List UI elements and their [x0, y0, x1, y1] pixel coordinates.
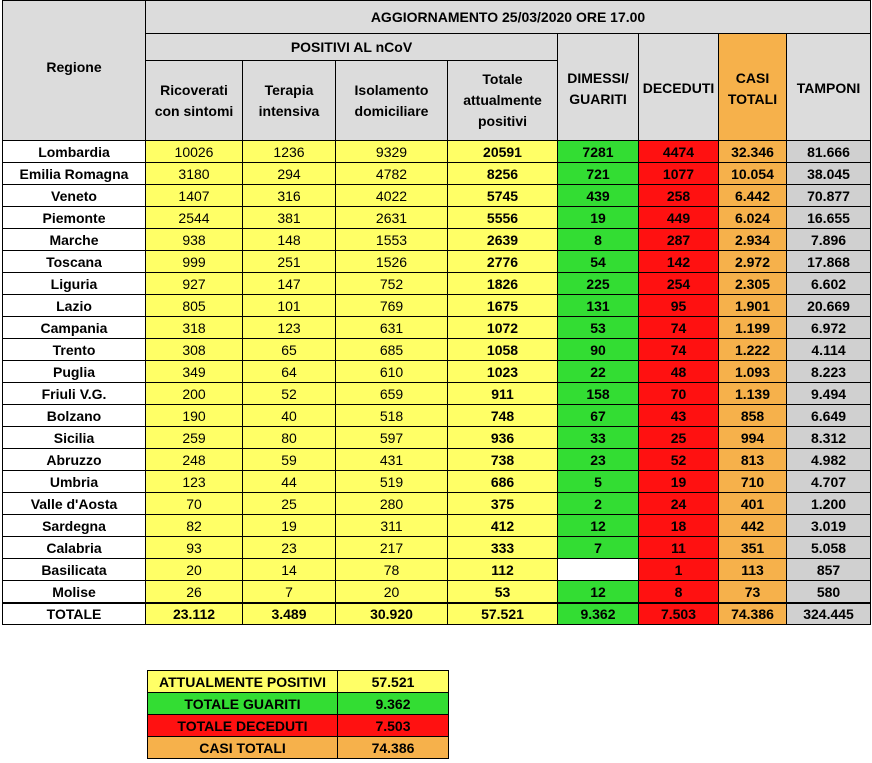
cell-ricoverati: 26	[146, 581, 243, 604]
cell-isolamento: 610	[336, 361, 448, 383]
cell-ricoverati: 190	[146, 405, 243, 427]
total-cell-isolamento: 30.920	[336, 603, 448, 625]
cell-deceduti: 70	[639, 383, 719, 405]
cell-isolamento: 4782	[336, 163, 448, 185]
cell-dimessi: 67	[558, 405, 639, 427]
header-dimessi: DIMESSI/ GUARITI	[558, 34, 639, 141]
cell-regione: Trento	[3, 339, 146, 361]
cell-regione: Lazio	[3, 295, 146, 317]
cell-regione: Liguria	[3, 273, 146, 295]
cell-isolamento: 769	[336, 295, 448, 317]
cell-tamponi: 16.655	[787, 207, 871, 229]
cell-terapia: 80	[243, 427, 336, 449]
cell-tamponi: 70.877	[787, 185, 871, 207]
cell-totale-positivi: 911	[448, 383, 558, 405]
table-row	[3, 515, 871, 537]
cell-isolamento: 9329	[336, 141, 448, 163]
cell-totale-positivi: 5556	[448, 207, 558, 229]
header-terapia: Terapia intensiva	[243, 61, 336, 141]
cell-isolamento: 659	[336, 383, 448, 405]
header-casi-totali: CASI TOTALI	[719, 34, 787, 141]
cell-ricoverati: 259	[146, 427, 243, 449]
cell-tamponi: 8.312	[787, 427, 871, 449]
cell-regione: Valle d'Aosta	[3, 493, 146, 515]
cell-deceduti: 8	[639, 581, 719, 604]
summary-value: 57.521	[338, 671, 449, 693]
cell-regione: Puglia	[3, 361, 146, 383]
table-row	[3, 163, 871, 185]
cell-isolamento: 631	[336, 317, 448, 339]
cell-tamponi: 20.669	[787, 295, 871, 317]
cell-totale-positivi: 53	[448, 581, 558, 604]
total-cell-regione: TOTALE	[3, 603, 146, 625]
cell-isolamento: 20	[336, 581, 448, 604]
cell-casi-totali: 710	[719, 471, 787, 493]
cell-terapia: 14	[243, 559, 336, 581]
cell-terapia: 123	[243, 317, 336, 339]
summary-row	[148, 671, 449, 693]
cell-regione: Molise	[3, 581, 146, 604]
cell-tamponi: 17.868	[787, 251, 871, 273]
table-row	[3, 361, 871, 383]
cell-regione: Campania	[3, 317, 146, 339]
table-row	[3, 383, 871, 405]
cell-isolamento: 518	[336, 405, 448, 427]
cell-dimessi: 225	[558, 273, 639, 295]
cell-tamponi: 4.707	[787, 471, 871, 493]
cell-tamponi: 4.114	[787, 339, 871, 361]
table-body	[3, 141, 871, 625]
table-row	[3, 471, 871, 493]
cell-casi-totali: 1.901	[719, 295, 787, 317]
cell-deceduti: 52	[639, 449, 719, 471]
table-row	[3, 207, 871, 229]
summary-row	[148, 693, 449, 715]
table-row	[3, 493, 871, 515]
table-row	[3, 339, 871, 361]
cell-ricoverati: 248	[146, 449, 243, 471]
cell-tamponi: 857	[787, 559, 871, 581]
cell-totale-positivi: 112	[448, 559, 558, 581]
cell-tamponi: 5.058	[787, 537, 871, 559]
cell-totale-positivi: 2639	[448, 229, 558, 251]
cell-totale-positivi: 748	[448, 405, 558, 427]
cell-terapia: 25	[243, 493, 336, 515]
cell-isolamento: 597	[336, 427, 448, 449]
cell-isolamento: 1526	[336, 251, 448, 273]
cell-ricoverati: 938	[146, 229, 243, 251]
cell-deceduti: 142	[639, 251, 719, 273]
table-row	[3, 559, 871, 581]
cell-regione: Lombardia	[3, 141, 146, 163]
cell-regione: Calabria	[3, 537, 146, 559]
table-row	[3, 405, 871, 427]
total-cell-tamponi: 324.445	[787, 603, 871, 625]
cell-deceduti: 18	[639, 515, 719, 537]
cell-tamponi: 1.200	[787, 493, 871, 515]
cell-casi-totali: 2.934	[719, 229, 787, 251]
cell-casi-totali: 1.139	[719, 383, 787, 405]
cell-deceduti: 287	[639, 229, 719, 251]
cell-dimessi: 90	[558, 339, 639, 361]
summary-value: 74.386	[338, 737, 449, 759]
cell-isolamento: 519	[336, 471, 448, 493]
cell-regione: Sicilia	[3, 427, 146, 449]
totals-row	[3, 603, 871, 625]
cell-deceduti: 11	[639, 537, 719, 559]
cell-casi-totali: 6.442	[719, 185, 787, 207]
cell-deceduti: 4474	[639, 141, 719, 163]
cell-ricoverati: 2544	[146, 207, 243, 229]
table-row	[3, 185, 871, 207]
cell-ricoverati: 200	[146, 383, 243, 405]
cell-isolamento: 2631	[336, 207, 448, 229]
cell-deceduti: 43	[639, 405, 719, 427]
total-cell-dimessi: 9.362	[558, 603, 639, 625]
cell-isolamento: 217	[336, 537, 448, 559]
cell-terapia: 52	[243, 383, 336, 405]
cell-totale-positivi: 20591	[448, 141, 558, 163]
cell-casi-totali: 73	[719, 581, 787, 604]
cell-dimessi	[558, 559, 639, 581]
total-cell-terapia: 3.489	[243, 603, 336, 625]
cell-isolamento: 311	[336, 515, 448, 537]
cell-deceduti: 48	[639, 361, 719, 383]
cell-terapia: 44	[243, 471, 336, 493]
cell-isolamento: 685	[336, 339, 448, 361]
cell-totale-positivi: 333	[448, 537, 558, 559]
cell-terapia: 59	[243, 449, 336, 471]
cell-tamponi: 6.602	[787, 273, 871, 295]
cell-dimessi: 5	[558, 471, 639, 493]
cell-dimessi: 22	[558, 361, 639, 383]
cell-totale-positivi: 1023	[448, 361, 558, 383]
cell-terapia: 316	[243, 185, 336, 207]
cell-casi-totali: 2.972	[719, 251, 787, 273]
cell-regione: Basilicata	[3, 559, 146, 581]
cell-casi-totali: 1.093	[719, 361, 787, 383]
cell-casi-totali: 6.024	[719, 207, 787, 229]
cell-ricoverati: 308	[146, 339, 243, 361]
cell-casi-totali: 401	[719, 493, 787, 515]
page-title: AGGIORNAMENTO 25/03/2020 ORE 17.00	[146, 1, 871, 34]
cell-ricoverati: 10026	[146, 141, 243, 163]
cell-terapia: 147	[243, 273, 336, 295]
cell-casi-totali: 442	[719, 515, 787, 537]
cell-terapia: 148	[243, 229, 336, 251]
cell-regione: Marche	[3, 229, 146, 251]
cell-totale-positivi: 412	[448, 515, 558, 537]
cell-deceduti: 449	[639, 207, 719, 229]
cell-deceduti: 95	[639, 295, 719, 317]
cell-deceduti: 254	[639, 273, 719, 295]
cell-regione: Friuli V.G.	[3, 383, 146, 405]
total-cell-deceduti: 7.503	[639, 603, 719, 625]
cell-tamponi: 9.494	[787, 383, 871, 405]
cell-totale-positivi: 1058	[448, 339, 558, 361]
cell-terapia: 40	[243, 405, 336, 427]
cell-totale-positivi: 738	[448, 449, 558, 471]
cell-dimessi: 54	[558, 251, 639, 273]
cell-tamponi: 580	[787, 581, 871, 604]
cell-ricoverati: 20	[146, 559, 243, 581]
cell-tamponi: 4.982	[787, 449, 871, 471]
header-deceduti: DECEDUTI	[639, 34, 719, 141]
cell-deceduti: 24	[639, 493, 719, 515]
cell-terapia: 294	[243, 163, 336, 185]
cell-isolamento: 78	[336, 559, 448, 581]
cell-ricoverati: 318	[146, 317, 243, 339]
cell-terapia: 101	[243, 295, 336, 317]
cell-isolamento: 280	[336, 493, 448, 515]
table-row	[3, 141, 871, 163]
cell-dimessi: 439	[558, 185, 639, 207]
cell-tamponi: 7.896	[787, 229, 871, 251]
cell-dimessi: 2	[558, 493, 639, 515]
cell-dimessi: 158	[558, 383, 639, 405]
total-cell-casi-totali: 74.386	[719, 603, 787, 625]
cell-terapia: 65	[243, 339, 336, 361]
cell-dimessi: 12	[558, 581, 639, 604]
cell-ricoverati: 82	[146, 515, 243, 537]
cell-casi-totali: 351	[719, 537, 787, 559]
cell-ricoverati: 349	[146, 361, 243, 383]
summary-label: TOTALE GUARITI	[148, 693, 338, 715]
cell-ricoverati: 1407	[146, 185, 243, 207]
cell-deceduti: 19	[639, 471, 719, 493]
total-cell-ricoverati: 23.112	[146, 603, 243, 625]
table-row	[3, 273, 871, 295]
cell-casi-totali: 2.305	[719, 273, 787, 295]
cell-dimessi: 19	[558, 207, 639, 229]
header-isolamento: Isolamento domiciliare	[336, 61, 448, 141]
cell-isolamento: 752	[336, 273, 448, 295]
cell-tamponi: 8.223	[787, 361, 871, 383]
summary-table	[147, 670, 449, 759]
header-ricoverati: Ricoverati con sintomi	[146, 61, 243, 141]
cell-terapia: 7	[243, 581, 336, 604]
cell-totale-positivi: 8256	[448, 163, 558, 185]
total-cell-totale-positivi: 57.521	[448, 603, 558, 625]
header-positivi-group: POSITIVI AL nCoV	[146, 34, 558, 61]
cell-casi-totali: 994	[719, 427, 787, 449]
cell-terapia: 64	[243, 361, 336, 383]
cell-tamponi: 6.972	[787, 317, 871, 339]
cell-regione: Umbria	[3, 471, 146, 493]
cell-regione: Toscana	[3, 251, 146, 273]
cell-dimessi: 7	[558, 537, 639, 559]
cell-dimessi: 23	[558, 449, 639, 471]
cell-casi-totali: 10.054	[719, 163, 787, 185]
cell-tamponi: 6.649	[787, 405, 871, 427]
cell-totale-positivi: 1675	[448, 295, 558, 317]
cell-ricoverati: 805	[146, 295, 243, 317]
cell-tamponi: 38.045	[787, 163, 871, 185]
cell-dimessi: 33	[558, 427, 639, 449]
cell-dimessi: 53	[558, 317, 639, 339]
cell-tamponi: 3.019	[787, 515, 871, 537]
cell-terapia: 19	[243, 515, 336, 537]
table-row	[3, 295, 871, 317]
table-row	[3, 251, 871, 273]
cell-totale-positivi: 1826	[448, 273, 558, 295]
header-regione: Regione	[3, 1, 146, 141]
cell-totale-positivi: 1072	[448, 317, 558, 339]
table-row	[3, 427, 871, 449]
cell-regione: Abruzzo	[3, 449, 146, 471]
cell-terapia: 251	[243, 251, 336, 273]
summary-label: ATTUALMENTE POSITIVI	[148, 671, 338, 693]
cell-ricoverati: 93	[146, 537, 243, 559]
cell-casi-totali: 113	[719, 559, 787, 581]
cell-isolamento: 431	[336, 449, 448, 471]
header-tamponi: TAMPONI	[787, 34, 871, 141]
cell-ricoverati: 123	[146, 471, 243, 493]
cell-dimessi: 131	[558, 295, 639, 317]
table-row	[3, 449, 871, 471]
cell-totale-positivi: 936	[448, 427, 558, 449]
cell-ricoverati: 3180	[146, 163, 243, 185]
cell-regione: Piemonte	[3, 207, 146, 229]
cell-isolamento: 4022	[336, 185, 448, 207]
table-row	[3, 317, 871, 339]
cell-casi-totali: 858	[719, 405, 787, 427]
cell-isolamento: 1553	[336, 229, 448, 251]
table-row	[3, 581, 871, 604]
cell-casi-totali: 32.346	[719, 141, 787, 163]
table-row	[3, 229, 871, 251]
cell-dimessi: 7281	[558, 141, 639, 163]
cell-terapia: 381	[243, 207, 336, 229]
summary-label: CASI TOTALI	[148, 737, 338, 759]
header-totale-positivi: Totale attualmente positivi	[448, 61, 558, 141]
cell-casi-totali: 1.222	[719, 339, 787, 361]
cell-regione: Bolzano	[3, 405, 146, 427]
cell-totale-positivi: 686	[448, 471, 558, 493]
cell-deceduti: 1077	[639, 163, 719, 185]
cell-ricoverati: 999	[146, 251, 243, 273]
summary-row	[148, 715, 449, 737]
summary-value: 7.503	[338, 715, 449, 737]
summary-row	[148, 737, 449, 759]
summary-value: 9.362	[338, 693, 449, 715]
cell-terapia: 23	[243, 537, 336, 559]
cell-regione: Emilia Romagna	[3, 163, 146, 185]
cell-casi-totali: 813	[719, 449, 787, 471]
cell-deceduti: 1	[639, 559, 719, 581]
cell-ricoverati: 70	[146, 493, 243, 515]
table-row	[3, 537, 871, 559]
cell-deceduti: 25	[639, 427, 719, 449]
cell-deceduti: 74	[639, 339, 719, 361]
cell-totale-positivi: 2776	[448, 251, 558, 273]
cell-dimessi: 8	[558, 229, 639, 251]
cell-regione: Veneto	[3, 185, 146, 207]
cell-tamponi: 81.666	[787, 141, 871, 163]
cell-casi-totali: 1.199	[719, 317, 787, 339]
cell-deceduti: 74	[639, 317, 719, 339]
covid-regions-table	[2, 0, 871, 625]
cell-dimessi: 721	[558, 163, 639, 185]
cell-deceduti: 258	[639, 185, 719, 207]
cell-ricoverati: 927	[146, 273, 243, 295]
summary-label: TOTALE DECEDUTI	[148, 715, 338, 737]
cell-regione: Sardegna	[3, 515, 146, 537]
cell-totale-positivi: 5745	[448, 185, 558, 207]
cell-dimessi: 12	[558, 515, 639, 537]
cell-totale-positivi: 375	[448, 493, 558, 515]
cell-terapia: 1236	[243, 141, 336, 163]
